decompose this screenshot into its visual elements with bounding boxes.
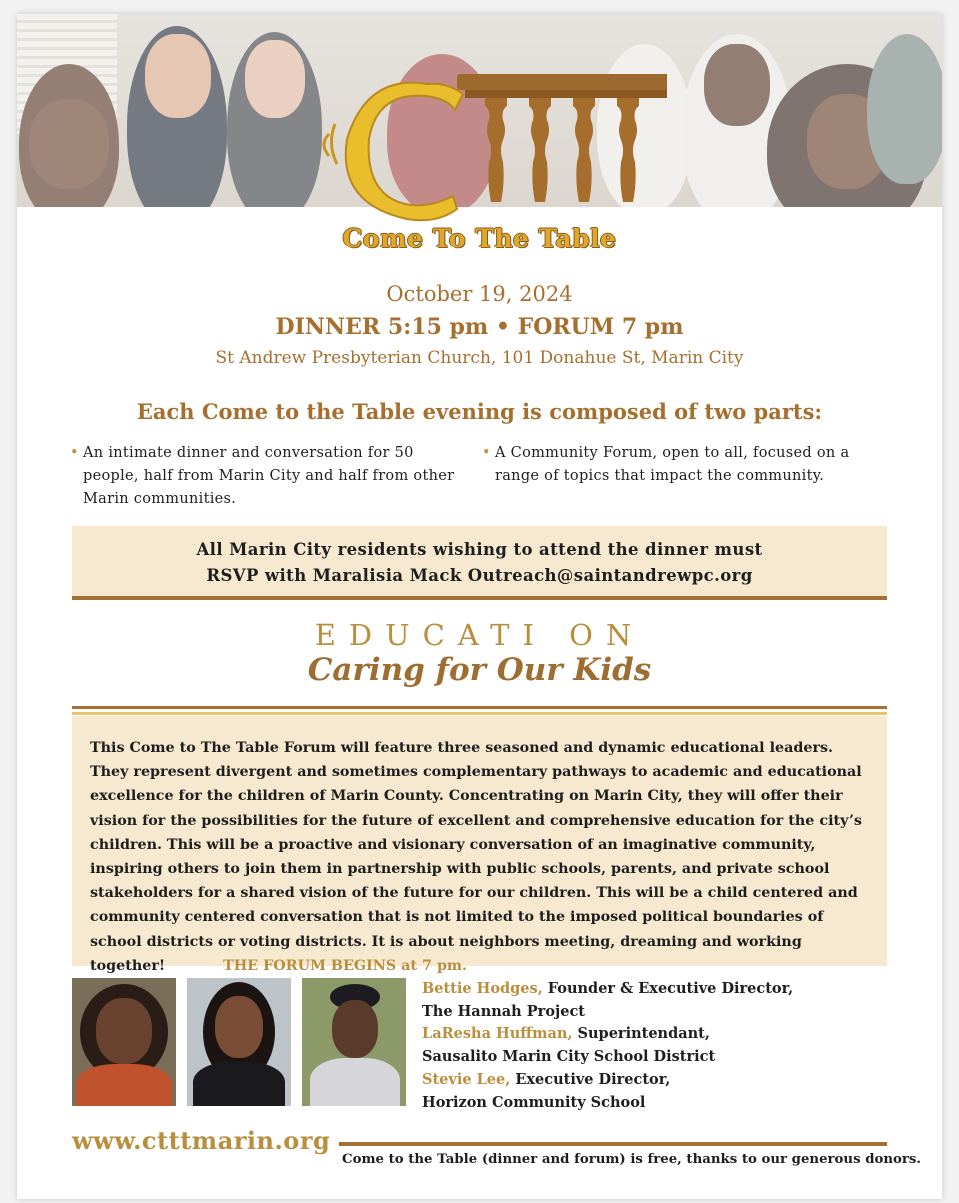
speaker-list — [422, 978, 842, 1114]
speaker-photo-huffman — [187, 978, 291, 1106]
forum-description-panel — [72, 716, 887, 974]
speaker-role: Founder & Executive Director, — [542, 980, 794, 997]
rsvp-panel — [72, 526, 887, 598]
divider — [72, 712, 887, 715]
website-link[interactable]: www.ctttmarin.org — [72, 1126, 331, 1155]
forum-start-time: THE FORUM BEGINS at 7 pm. — [223, 957, 468, 974]
speaker-role: Executive Director, — [510, 1070, 671, 1088]
rsvp-line: All Marin City residents wishing to attend the dinner must — [196, 540, 763, 559]
event-title: Come To The Table — [342, 224, 617, 253]
speaker-entry — [422, 1023, 842, 1046]
speaker-entry — [422, 1069, 842, 1092]
part-item-text: An intimate dinner and conversation for 50 people, half from Marin City and half from other Marin communities. — [83, 445, 455, 507]
part-item-dinner — [70, 442, 463, 511]
speaker-name: Stevie Lee, — [422, 1070, 511, 1088]
part-item-forum — [482, 442, 885, 488]
parts-heading: Each Come to the Table evening is composed of two parts: — [136, 399, 823, 424]
divider — [72, 706, 887, 709]
bullet-icon: • — [482, 445, 491, 461]
part-item-text: A Community Forum, open to all, focused on a range of topics that impact the community. — [495, 445, 850, 484]
event-venue: St Andrew Presbyterian Church, 101 Donahue St, Marin City — [215, 348, 744, 368]
divider — [339, 1142, 887, 1146]
event-date: October 19, 2024 — [386, 282, 573, 306]
speaker-role: Superintendant, — [572, 1025, 710, 1043]
topic-subtitle: Caring for Our Kids — [307, 652, 652, 688]
bullet-icon: • — [70, 445, 79, 461]
speaker-photo-hodges — [72, 978, 176, 1106]
forum-description: This Come to The Table Forum will feature three seasoned and dynamic educational leaders. They represent divergent and sometimes complementary pathways to academic and educational excellence for the children of Marin County. Concentrating on Marin City, they will offer their vision for the possibilities for the future of excellent and comprehensive education for the city’s children. This will be a proactive and visionary conversation of an imaginative community, inspiring others to join them in partnership with public schools, parents, and private school stakeholders for a shared vision of the future for our children. This will be a child centered and community centered conversation that is not limited to the imposed political boundaries of school districts or voting districts. It is about neighbors meeting, dreaming and working together! — [90, 740, 862, 974]
topic-label: EDUCATI ON — [314, 618, 645, 652]
speaker-photo-lee — [302, 978, 406, 1106]
divider — [72, 596, 887, 600]
speaker-org: Horizon Community School — [422, 1093, 646, 1111]
speaker-name: Bettie Hodges, — [422, 980, 543, 997]
footer-note: Come to the Table (dinner and forum) is free, thanks to our generous donors. — [342, 1152, 922, 1167]
speaker-org: The Hannah Project — [422, 1002, 585, 1020]
cttt-logo — [307, 44, 667, 234]
event-time: DINNER 5:15 pm • FORUM 7 pm — [275, 314, 684, 340]
flyer-page — [17, 14, 942, 1199]
speaker-name: LaResha Huffman, — [422, 1025, 573, 1043]
speaker-entry — [422, 978, 842, 1001]
speaker-org: Sausalito Marin City School District — [422, 1048, 716, 1066]
rsvp-contact[interactable]: RSVP with Maralisia Mack Outreach@saintandrewpc.org — [206, 566, 753, 585]
